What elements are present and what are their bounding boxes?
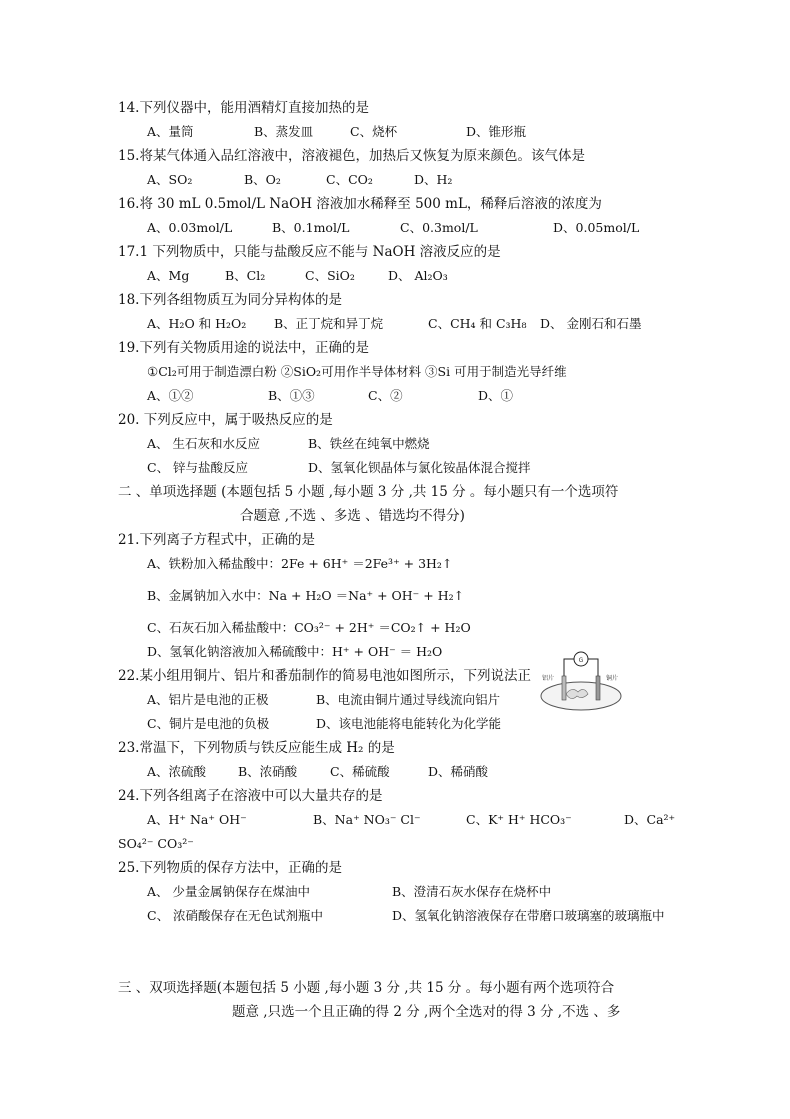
q19-option-b: B、①③: [268, 388, 315, 403]
q20-option-c: C、 锌与盐酸反应: [147, 460, 249, 475]
section3-title: 三 、双项选择题(本题包括 5 小题 ,每小题 3 分 ,共 15 分 。每小题有两个选项符合: [118, 980, 615, 996]
q14-option-c: C、烧杯: [350, 124, 398, 139]
q17-option-b: B、Cl₂: [225, 268, 266, 283]
q21-option-d: D、氢氧化钠溶液加入稀硫酸中：H⁺ + OH⁻ ＝ H₂O: [147, 644, 443, 659]
q24-option-d: D、Ca²⁺: [624, 812, 676, 827]
q18-option-a: A、H₂O 和 H₂O₂: [147, 316, 247, 331]
q17-option-c: C、SiO₂: [305, 268, 355, 283]
q17-option-a: A、Mg: [147, 268, 190, 283]
q14-stem: 14.下列仪器中，能用酒精灯直接加热的是: [118, 100, 369, 116]
q19-option-c: C、②: [368, 388, 403, 403]
q25-option-d: D、氢氧化钠溶液保存在带磨口玻璃塞的玻璃瓶中: [392, 908, 665, 923]
section3-title-cont: 题意 ,只选一个且正确的得 2 分 ,两个全选对的得 3 分 ,不选 、多: [232, 1004, 621, 1020]
q24-option-a: A、H⁺ Na⁺ OH⁻: [147, 812, 247, 827]
q19-option-d: D、①: [478, 388, 514, 403]
q21-option-c: C、石灰石加入稀盐酸中：CO₃²⁻ + 2H⁺ ＝CO₂↑ + H₂O: [147, 620, 471, 635]
q19-stem: 19.下列有关物质用途的说法中，正确的是: [118, 340, 369, 356]
q23-stem: 23.常温下，下列物质与铁反应能生成 H₂ 的是: [118, 740, 395, 756]
q20-stem: 20. 下列反应中，属于吸热反应的是: [118, 412, 333, 428]
q14-option-d: D、锥形瓶: [466, 124, 527, 139]
q24-stem: 24.下列各组离子在溶液中可以大量共存的是: [118, 788, 383, 804]
aluminum-plate: [562, 676, 566, 700]
q18-option-d: D、 金刚石和石墨: [540, 316, 642, 331]
q14-option-b: B、蒸发皿: [254, 124, 314, 139]
q23-option-d: D、稀硝酸: [428, 764, 489, 779]
q16-option-b: B、0.1mol/L: [272, 220, 350, 235]
q22-option-c: C、铜片是电池的负极: [147, 716, 270, 731]
q18-option-b: B、正丁烷和异丁烷: [274, 316, 384, 331]
q22-stem: 22.某小组用铜片、铝片和番茄制作的简易电池如图所示，下列说法正: [118, 668, 531, 684]
q15-stem: 15.将某气体通入品红溶液中，溶液褪色，加热后又恢复为原来颜色。该气体是: [118, 148, 585, 164]
aluminum-label: 铝片: [542, 675, 555, 682]
q25-option-c: C、 浓硝酸保存在无色试剂瓶中: [147, 908, 324, 923]
q19-statements: ①Cl₂可用于制造漂白粉 ②SiO₂可用作半导体材料 ③Si 可用于制造光导纤维: [147, 364, 567, 379]
section2-title-cont: 合题意 ,不选 、多选 、错选均不得分): [240, 508, 465, 524]
q16-stem: 16.将 30 mL 0.5mol/L NaOH 溶液加水稀释至 500 mL，稀释后溶液的浓度为: [118, 196, 602, 212]
q15-option-d: D、H₂: [414, 172, 453, 187]
q25-option-b: B、澄清石灰水保存在烧杯中: [392, 884, 552, 899]
q20-option-a: A、 生石灰和水反应: [147, 436, 261, 451]
copper-label: 铜片: [606, 675, 619, 682]
copper-plate: [596, 676, 600, 700]
battery-diagram: [538, 650, 624, 712]
section2-title: 二 、单项选择题 (本题包括 5 小题 ,每小题 3 分 ,共 15 分 。每小题只有一个选项符: [118, 484, 619, 500]
q19-option-a: A、①②: [147, 388, 194, 403]
q23-option-c: C、稀硫酸: [330, 764, 390, 779]
q23-option-b: B、浓硝酸: [238, 764, 298, 779]
q16-option-d: D、0.05mol/L: [553, 220, 640, 235]
q25-stem: 25.下列物质的保存方法中，正确的是: [118, 860, 342, 876]
q20-option-b: B、铁丝在纯氧中燃烧: [308, 436, 430, 451]
wire-left: [564, 659, 574, 676]
q24-option-d-wrap: SO₄²⁻ CO₃²⁻: [118, 836, 194, 851]
q25-option-a: A、 少量金属钠保存在煤油中: [147, 884, 311, 899]
q18-option-c: C、CH₄ 和 C₃H₈: [428, 316, 527, 331]
q21-option-a: A、铁粉加入稀盐酸中：2Fe + 6H⁺ ＝2Fe³⁺ + 3H₂↑: [147, 556, 453, 571]
q18-stem: 18.下列各组物质互为同分异构体的是: [118, 292, 342, 308]
q22-option-d: D、该电池能将电能转化为化学能: [316, 716, 502, 731]
galvanometer-label: G: [578, 657, 584, 664]
q23-option-a: A、浓硫酸: [147, 764, 207, 779]
q15-option-a: A、SO₂: [147, 172, 193, 187]
wire-right: [588, 659, 598, 676]
q24-option-c: C、K⁺ H⁺ HCO₃⁻: [466, 812, 572, 827]
tomato-battery-figure: [538, 650, 624, 712]
q17-option-d: D、 Al₂O₃: [388, 268, 448, 283]
q17-stem: 17.1 下列物质中，只能与盐酸反应不能与 NaOH 溶液反应的是: [118, 244, 501, 260]
q20-option-d: D、氢氧化钡晶体与氯化铵晶体混合搅拌: [308, 460, 531, 475]
q22-option-a: A、铝片是电池的正极: [147, 692, 269, 707]
q15-option-c: C、CO₂: [326, 172, 373, 187]
q14-option-a: A、量筒: [147, 124, 194, 139]
q15-option-b: B、O₂: [244, 172, 281, 187]
q21-option-b: B、金属钠加入水中：Na + H₂O ＝Na⁺ + OH⁻ + H₂↑: [147, 588, 465, 603]
q24-option-b: B、Na⁺ NO₃⁻ Cl⁻: [313, 812, 421, 827]
q22-option-b: B、电流由铜片通过导线流向铝片: [316, 692, 501, 707]
q16-option-a: A、0.03mol/L: [147, 220, 233, 235]
q21-stem: 21.下列离子方程式中，正确的是: [118, 532, 315, 548]
q16-option-c: C、0.3mol/L: [400, 220, 478, 235]
